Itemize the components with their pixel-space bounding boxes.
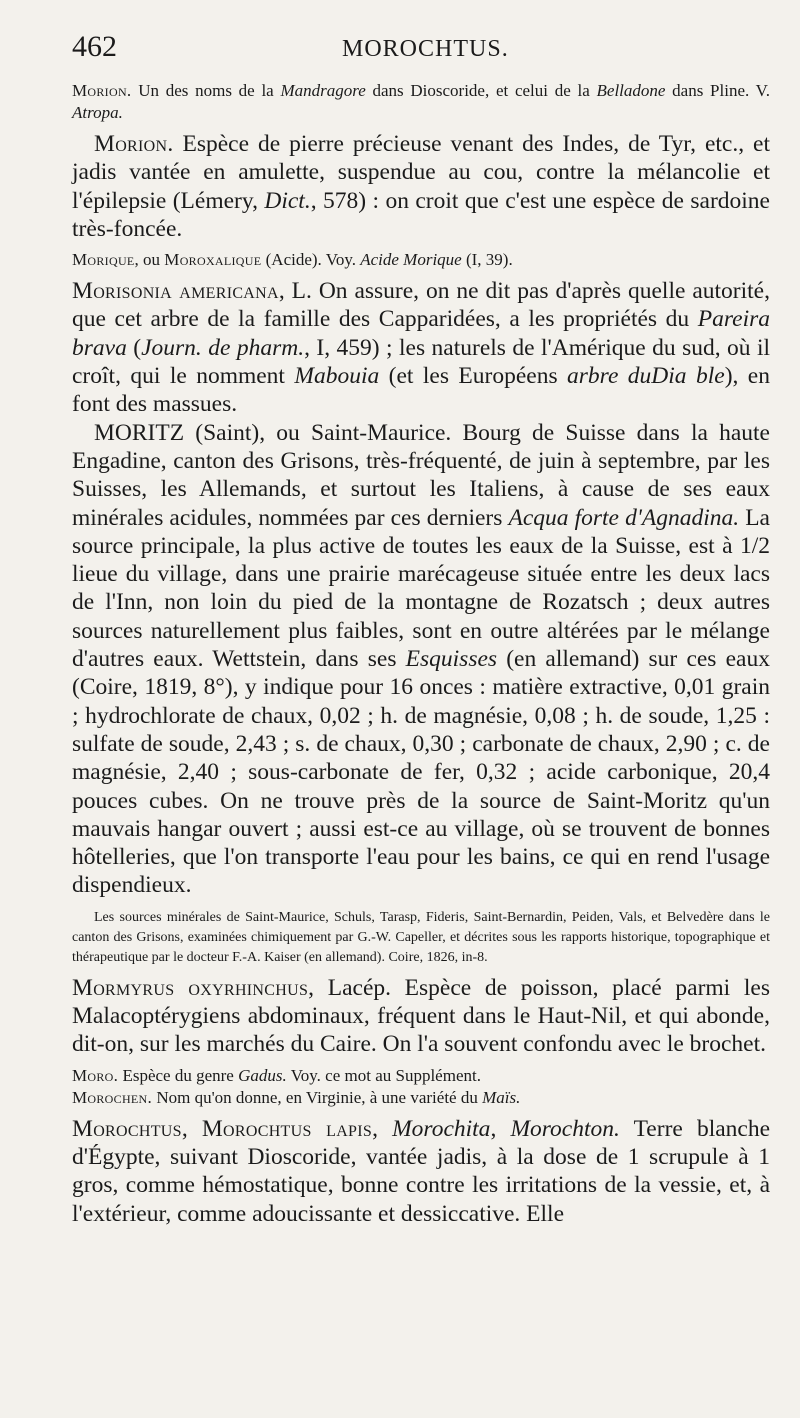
entry-morion-stone bbox=[72, 130, 770, 243]
entry-part: arbre duDia ble bbox=[567, 363, 725, 390]
entry-part: MORITZ (Saint), ou Saint-Maurice. Bourg de Suisse dans la haute Engadine, canton des Grisons, très-fréquenté, de juin à septembre, par les Suisses, les Allemands, et surtout les Italiens, à cause de ses eaux minérales acidules, nommées par ces derniers bbox=[72, 419, 770, 531]
entry-part: Morion. bbox=[72, 81, 132, 100]
entry-part: Morochtus lapis bbox=[201, 1115, 373, 1142]
entry-part: Morisonia americana bbox=[72, 278, 279, 305]
entry-part: Acide Morique bbox=[360, 250, 462, 270]
entry-part: Moroxalique bbox=[164, 250, 262, 270]
page-number: 462 bbox=[72, 30, 117, 63]
entry-moritz bbox=[72, 419, 770, 900]
entry-part: , Lacép. Espèce de poisson, placé parmi les Malacoptérygiens abdominaux, fréquent dans le Haut-Nil, et qui abonde, dit-on, sur les marchés du Caire. On l'a souvent confondu avec le brochet. bbox=[72, 974, 770, 1058]
page-header bbox=[72, 30, 770, 70]
entry-part: Pareira brava bbox=[72, 306, 770, 361]
entry-part: Morochton. bbox=[510, 1115, 620, 1142]
entry-part: Nom qu'on donne, en Virginie, à une variété du bbox=[152, 1087, 483, 1107]
entry-morisonia bbox=[72, 277, 770, 418]
running-title: MOROCHTUS. bbox=[342, 36, 509, 62]
entry-part: , bbox=[181, 1115, 202, 1142]
entry-part: Mabouia bbox=[294, 363, 380, 390]
entry-part: , ou bbox=[134, 250, 165, 270]
entry-part: (et les Européens bbox=[379, 363, 568, 390]
entry-part: Morochtus bbox=[72, 1115, 182, 1142]
entry-morion-plant bbox=[72, 80, 770, 124]
entry-part: , 578) : on croit que c'est une espèce de sardoine très-foncée. bbox=[72, 187, 770, 242]
entry-part: La source principale, la plus active de toutes les eaux de la Suisse, est à 1/2 lieue du village, dans une prairie marécageuse située entre les deux lacs de l'Inn, non loin du pied de la montagne de Rozatsch ; deux autres sources naturellement plus faibles, sont en outre altérées par le mélange d'autres eaux. Wettstein, dans ses bbox=[72, 504, 770, 673]
entry-part: Voy. ce mot au Supplément. bbox=[286, 1065, 481, 1085]
entry-part: Atropa. bbox=[72, 103, 123, 122]
entry-part: Espèce du genre bbox=[118, 1065, 239, 1085]
entry-part: Morochen. bbox=[72, 1087, 153, 1107]
entry-part: , L. On assure, on ne dit pas d'après quelle autorité, que cet arbre de la famille des Capparidées, a les propriétés du bbox=[72, 278, 770, 333]
entry-part: Mormyrus oxyrhinchus bbox=[72, 974, 309, 1001]
entry-part: Morique bbox=[72, 250, 135, 270]
entry-part: dans Pline. V. bbox=[665, 81, 771, 100]
entry-part: Maïs. bbox=[482, 1087, 521, 1107]
entry-moro bbox=[72, 1065, 770, 1087]
entry-morique bbox=[72, 249, 770, 271]
entry-part: , bbox=[372, 1115, 393, 1142]
entry-part: Mandragore bbox=[280, 81, 366, 100]
footnote-moritz-sources bbox=[72, 908, 770, 968]
entry-part: , I, 459) ; les naturels de l'Amérique du sud, où il croît, qui le nomment bbox=[72, 334, 771, 390]
entry-part: (en allemand) sur ces eaux (Coire, 1819, 8°), y indique pour 16 onces : matière extractive, 0,01 grain ; hydrochlorate de chaux, 0,02 ; h. de magnésie, 0,08 ; h. de soude, 1,25 : sulfate de soude, 2,43 ; s. de chaux, 0,30 ; carbonate de chaux, 2,90 ; c. de magnésie, 2,40 ; sous-carbonate de fer, 0,32 ; acide carbonique, 20,4 pouces cubes. On ne trouve près de la source de Saint-Moritz qu'un mauvais hangar ouvert ; aussi est-ce au village, où se trouvent de bonnes hôtelleries, que l'on transporte l'eau pour les bains, ce qui en rend l'usage dispendieux. bbox=[72, 646, 770, 899]
entry-part: , bbox=[490, 1115, 511, 1142]
entry-part: Esquisses bbox=[405, 646, 498, 673]
entry-part: Les sources minérales de Saint-Maurice, Schuls, Tarasp, Fideris, Saint-Bernardin, Peiden, Vals, et Belvedère dans le canton des Grisons, examinées chimiquement par G.-W. Capeller, et décrites sous les rapports historique, topographique et thérapeutique par le docteur F.-A. Kaiser (en allemand). Coire, 1826, in-8. bbox=[72, 909, 770, 965]
entry-part: Terre blanche d'Égypte, suivant Dioscoride, vantée jadis, à la dose de 1 scrupule à 1 gros, comme hémostatique, bonne contre les irritations de la vessie, et, à l'extérieur, comme adoucissante et dessiccative. Elle bbox=[72, 1115, 771, 1227]
entry-morochen bbox=[72, 1087, 770, 1109]
entry-part: Espèce de pierre précieuse venant des Indes, de Tyr, etc., et jadis vantée en amulette, suspendue au cou, contre la mélancolie et l'épilepsie (Lémery, bbox=[72, 131, 770, 214]
entry-part: Morion. bbox=[94, 131, 174, 157]
entry-part: Gadus. bbox=[238, 1065, 287, 1085]
entry-part: ), en font des massues. bbox=[72, 363, 770, 418]
entry-part: Acqua forte d'Agnadina. bbox=[508, 504, 740, 531]
entry-morochtus bbox=[72, 1115, 770, 1228]
entry-part: Un des noms de la bbox=[131, 81, 281, 100]
entry-part: Morochita bbox=[392, 1115, 491, 1142]
entry-part: (I, 39). bbox=[461, 250, 513, 270]
entry-mormyrus bbox=[72, 974, 770, 1059]
entry-part: Dict. bbox=[264, 187, 311, 214]
entry-part: Journ. de pharm. bbox=[141, 334, 305, 361]
entry-part: Belladone bbox=[596, 81, 666, 100]
entry-part: dans Dioscoride, et celui de la bbox=[365, 81, 597, 100]
entry-part: ( bbox=[126, 334, 142, 361]
entry-part: (Acide). Voy. bbox=[261, 250, 361, 270]
entry-part: Moro. bbox=[72, 1065, 119, 1085]
